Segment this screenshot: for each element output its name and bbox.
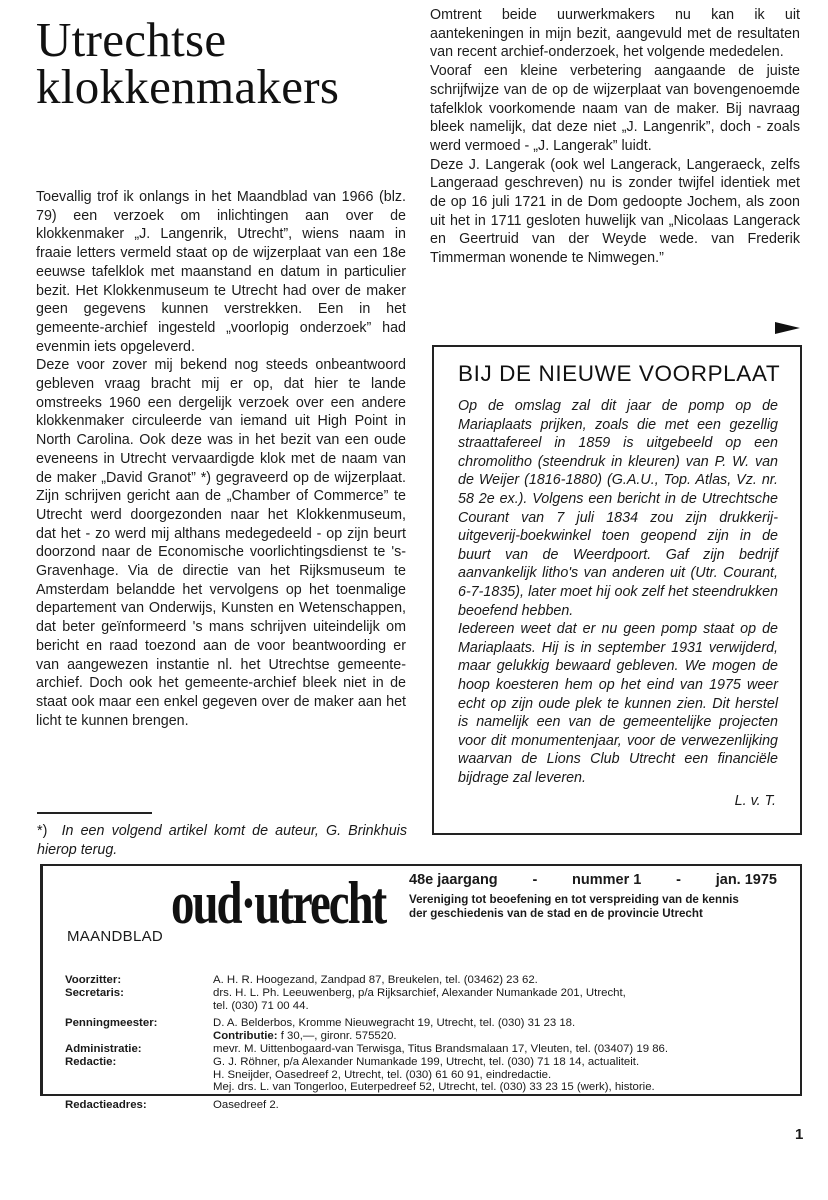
box-signature: L. v. T. xyxy=(734,793,776,809)
issue-volume: 48e jaargang xyxy=(409,872,498,888)
issue-date: jan. 1975 xyxy=(715,872,777,888)
staff-line: G. J. Röhner, p/a Alexander Numankade 199, Utrecht, tel. (030) 71 18 14, actualiteit. xyxy=(213,1055,640,1068)
contribution-value: f 30,—, gironr. 575520. xyxy=(280,1030,397,1043)
staff-role: Secretaris: xyxy=(65,986,124,999)
staff-value xyxy=(213,1056,785,1094)
footnote-divider xyxy=(37,812,152,814)
article-left-column xyxy=(36,188,406,730)
issue-info xyxy=(409,872,777,888)
staff-role: Redactie: xyxy=(65,1055,117,1068)
contribution-label: Contributie: xyxy=(213,1030,278,1043)
title-line-2: klokkenmakers xyxy=(36,59,340,114)
footnote-text: In een volgend artikel komt de auteur, G. Brinkhuis hierop terug. xyxy=(37,823,407,858)
staff-value xyxy=(213,987,785,1013)
paragraph: Iedereen weet dat er nu geen pomp staat op de Mariaplaats. Hij is in september 1931 verwijderd, maar gelukkig bewaard gebleven. We mogen de hoop koesteren hem op het eind van 1975 weer echt op zijn oude plek te kunnen zien. Dit herstel is namelijk een van de gemeentelijke projecten voor dit monumentenjaar, voor de verwezenlijking waarvan de Lions Club Utrecht een financiële bijdrage zal leveren. xyxy=(458,621,778,786)
staff-value: A. H. R. Hoogezand, Zandpad 87, Breukelen, tel. (03462) 23 62. xyxy=(213,974,538,986)
arrow-right-icon xyxy=(775,322,800,334)
paragraph: Deze J. Langerak (ook wel Langerack, Langeraeck, zelfs Langeraad geschreven) nu is zonder twijfel identiek met de op 16 juli 1721 in de Dom gedoopte Jochem, als zoon uit het in 1711 gesloten huwelijk van „Nicolaas Langerack en Geertruid van der Weyde wede. van Frederik Timmerman wonende te Nimwegen.” xyxy=(430,156,800,267)
staff-role: Redactieadres: xyxy=(65,1099,147,1112)
staff-value: Oasedreef 2. xyxy=(213,1099,279,1112)
paragraph: Op de omslag zal dit jaar de pomp op de Mariaplaats prijken, zoals die met een gezellig straattafereel in 1859 is uitgebeeld op een chromolitho (steendruk in kleuren) van P. W. van de Weijer (1816-1880) (G.A.U., Top. Atlas, Vz. nr. 58 2e ex.). Volgens een bericht in de Utrechtsche Courant van 7 juli 1834 zou zijn drukkerij-uitgeverij-boekwinkel toen geopend zijn in de buurt van de Weerdpoort. Gaf zijn bedrijf aanvankelijk litho's van anderen uit (Utr. Courant, 6-7-1835), later moet hij ook zelf het steendrukken beoefend hebben. xyxy=(458,398,778,619)
staff-row-administratie xyxy=(65,1043,785,1056)
box-body xyxy=(458,397,778,787)
staff-line: Mej. drs. L. van Tongerloo, Euterpedreef 52, Utrecht, tel. (030) 33 23 15 (werk), historie. xyxy=(213,1081,655,1094)
staff-line: H. Sneijder, Oasedreef 2, Utrecht, tel. (030) 61 60 91, eindredactie. xyxy=(213,1068,552,1081)
page-number: 1 xyxy=(795,1126,804,1143)
footnote xyxy=(37,822,407,860)
staff-role: Penningmeester: xyxy=(65,1017,158,1030)
society-line: Vereniging tot beoefening en tot verspreiding van de kennis xyxy=(409,893,739,906)
staff-role: Voorzitter: xyxy=(65,974,122,986)
paragraph: Toevallig trof ik onlangs in het Maandblad van 1966 (blz. 79) een verzoek om inlichtingen aan over de klokkenmaker „J. Langenrik, Utrecht”, wiens naam in fraaie letters vermeld staat op de wijzerplaat van een 18e eeuwse tafelklok met maanstand en datum in particulier bezit. Het Klokkenmuseum te Utrecht had over de maker geen gegevens kunnen verstrekken. Een in het gemeente-archief ingesteld „voorlopig onderzoek” had evenmin iets opgeleverd. xyxy=(36,189,406,355)
paragraph: Omtrent beide uurwerkmakers nu kan ik uit aantekeningen in mijn bezit, aangevuld met de resultaten van recent archief-onderzoek, het volgende mededelen. xyxy=(430,7,800,61)
paragraph: Deze voor zover mij bekend nog steeds onbeantwoord gebleven vraag bracht mij er op, dat hier te lande omstreeks 1960 een dergelijk verzoek over een andere klokkenmaker circuleerde van iemand uit High Point in North Carolina. Ook deze was in het bezit van een oude eveneens in Utrecht vervaardigde klok met de naam van de maker „David Granot” *) gegraveerd op de wijzerplaat. Zijn schrijven gericht aan de „Chamber of Commerce” te Utrecht werd doorgezonden naar het Klokkenmuseum, dat het - zo werd mij althans medegedeeld - op zijn beurt doorzond naar de Economische voorlichtingsdienst te 's-Gravenhage. Via de directie van het Rijksmuseum te Amsterdam belandde het vervolgens op het toenmalige departement van Onderwijs, Kunsten en Wetenschappen, dat beter geïnformeerd 's mans schrijven uiteindelijk om bericht en raad toezond aan de voor beantwoording er van aangewezen instantie nl. het Utrechtse gemeente-archief. Doch ook het gemeente-archief bleek niet in de staat ook maar een enkel gegeven over de maker aan het licht te kunnen brengen. xyxy=(36,357,406,729)
staff-row-redactieadres xyxy=(65,1099,785,1112)
staff-row-redactie xyxy=(65,1056,785,1094)
staff-row-voorzitter xyxy=(65,974,785,987)
staff-list xyxy=(65,974,785,1112)
issue-separator: - xyxy=(532,872,538,888)
staff-line: tel. (030) 71 00 44. xyxy=(213,999,309,1012)
paragraph: Vooraf een kleine verbetering aangaande de juiste schrijfwijze van de op de wijzerplaat van bovengenoemde tafelklok voorkomende naam van de maker. Bij navraag bleek namelijk, dat deze niet „J. Langenrik”, doch - zoals werd vermoed - „J. Langerak” luidt. xyxy=(430,63,800,154)
staff-value xyxy=(213,1017,785,1043)
staff-role: Administratie: xyxy=(65,1042,142,1055)
staff-row-penningmeester xyxy=(65,1017,785,1043)
masthead-label: MAANDBLAD xyxy=(67,928,164,945)
masthead xyxy=(40,864,802,1112)
box-heading: BIJ DE NIEUWE VOORPLAAT xyxy=(458,361,781,386)
staff-row-secretaris xyxy=(65,987,785,1013)
staff-line: D. A. Belderbos, Kromme Nieuwegracht 19, Utrecht, tel. (030) 31 23 18. xyxy=(213,1017,576,1030)
publication-logo: oud·utrecht xyxy=(171,870,386,936)
issue-separator: - xyxy=(676,872,681,888)
article-right-column xyxy=(430,6,800,336)
issue-number: nummer 1 xyxy=(572,872,642,888)
title-line-1: Utrechtse xyxy=(36,12,227,67)
sidebar-box-voorplaat xyxy=(432,345,802,835)
society-description xyxy=(409,893,789,920)
article-title xyxy=(36,12,340,114)
footnote-mark: *) xyxy=(37,823,48,839)
staff-line: drs. H. L. Ph. Leeuwenberg, p/a Rijksarchief, Alexander Numankade 201, Utrecht, xyxy=(213,986,626,999)
society-line: der geschiedenis van de stad en de provincie Utrecht xyxy=(409,906,703,920)
staff-value: mevr. M. Uittenbogaard-van Terwisga, Titus Brandsmalaan 17, Vleuten, tel. (03407) 19 86. xyxy=(213,1042,669,1055)
